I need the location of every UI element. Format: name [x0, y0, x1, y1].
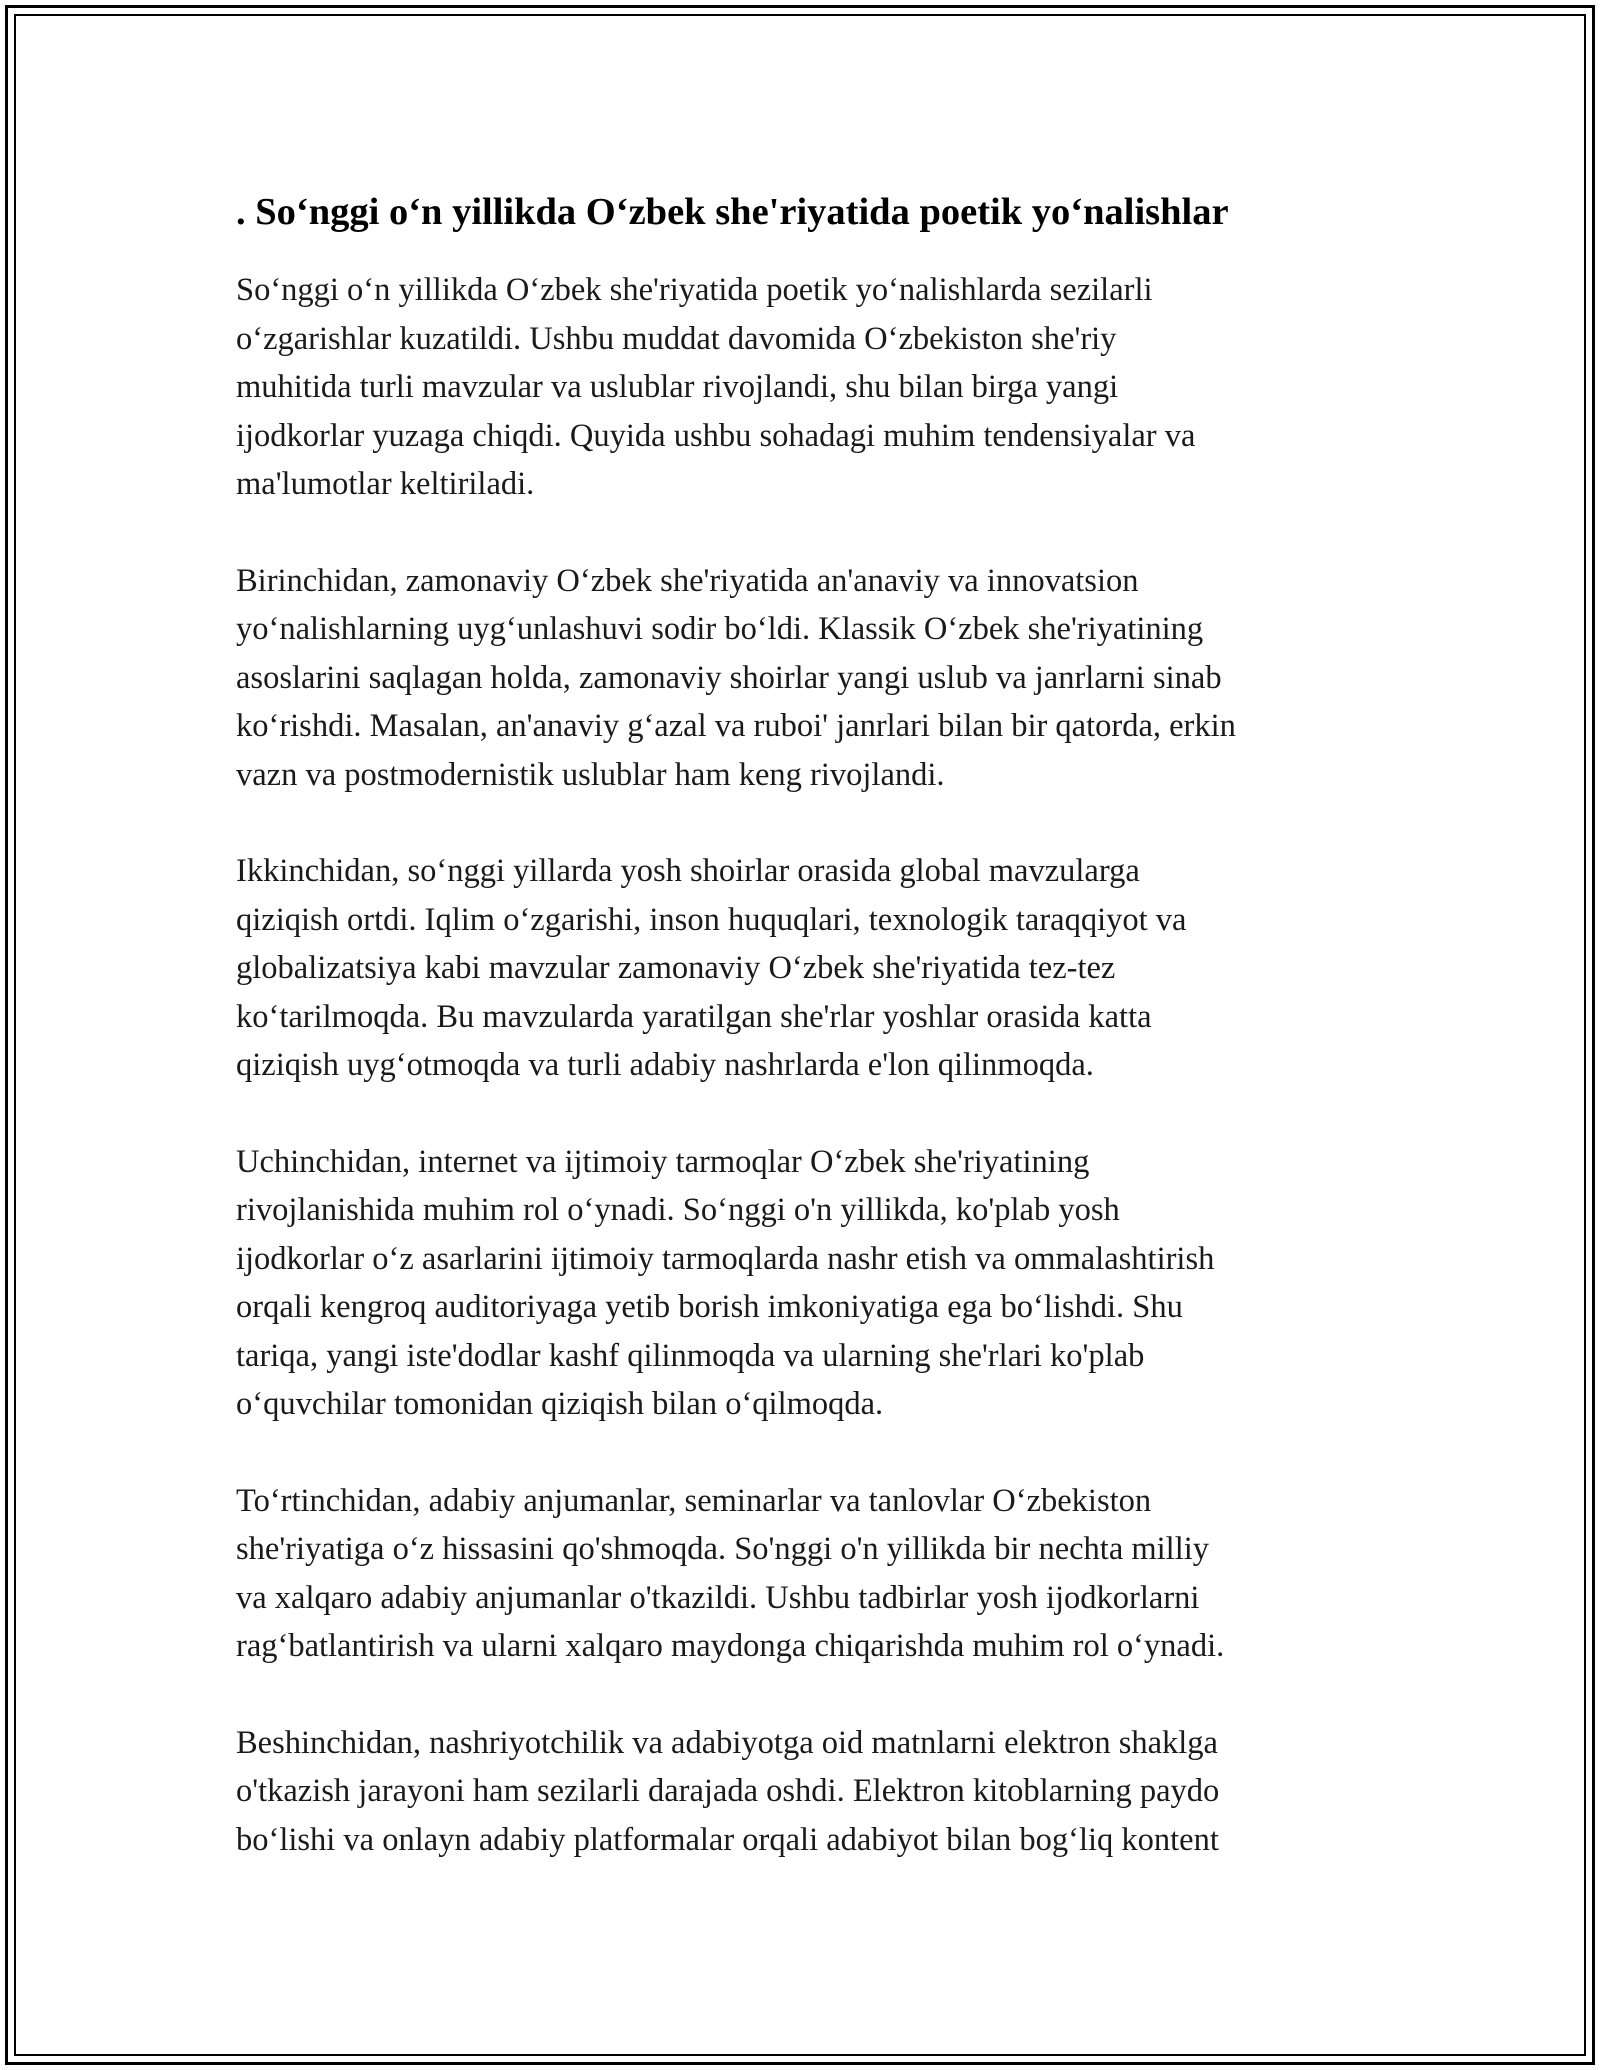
- paragraph-line: Beshinchidan, nashriyotchilik va adabiyotga oid matnlarni elektron shaklga: [236, 1724, 1218, 1761]
- paragraph: [236, 847, 1386, 1090]
- paragraph-line: ko‘tarilmoqda. Bu mavzularda yaratilgan she'rlar yoshlar orasida katta: [236, 998, 1152, 1035]
- paragraph-line: globalizatsiya kabi mavzular zamonaviy O‘zbek she'riyatida tez-tez: [236, 950, 1116, 986]
- paragraph-line: rag‘batlantirish va ularni xalqaro maydonga chiqarishda muhim rol o‘ynadi.: [236, 1628, 1225, 1664]
- paragraph-line: vazn va postmodernistik uslublar ham keng rivojlandi.: [236, 756, 945, 793]
- paragraph-line: ijodkorlar o‘z asarlarini ijtimoiy tarmoqlarda nashr etish va ommalashtirish: [236, 1240, 1215, 1277]
- paragraph-line: tariqa, yangi iste'dodlar kashf qilinmoqda va ularning she'rlari ko'plab: [236, 1337, 1145, 1374]
- paragraph: [236, 1477, 1386, 1671]
- paragraph-line: Birinchidan, zamonaviy O‘zbek she'riyatida an'anaviy va innovatsion: [236, 562, 1139, 599]
- paragraph-line: ijodkorlar yuzaga chiqdi. Quyida ushbu sohadagi muhim tendensiyalar va: [236, 417, 1196, 454]
- paragraph-line: ma'lumotlar keltiriladi.: [236, 466, 535, 502]
- paragraph-line: o'tkazish jarayoni ham sezilarli darajada oshdi. Elektron kitoblarning paydo: [236, 1773, 1220, 1809]
- paragraph-line: orqali kengroq auditoriyaga yetib borish imkoniyatiga ega bo‘lishdi. Shu: [236, 1289, 1183, 1325]
- paragraph: [236, 266, 1386, 509]
- paragraph-line: asoslarini saqlagan holda, zamonaviy shoirlar yangi uslub va janrlarni sinab: [236, 659, 1222, 696]
- document-body: [236, 188, 1386, 1912]
- paragraph-line: qiziqish ortdi. Iqlim o‘zgarishi, inson huquqlari, texnologik taraqqiyot va: [236, 901, 1187, 938]
- paragraph: [236, 557, 1386, 800]
- paragraph-line: To‘rtinchidan, adabiy anjumanlar, seminarlar va tanlovlar O‘zbekiston: [236, 1482, 1152, 1519]
- paragraph-list: [236, 266, 1386, 1864]
- paragraph-line: o‘quvchilar tomonidan qiziqish bilan o‘qilmoqda.: [236, 1386, 884, 1422]
- paragraph-line: bo‘lishi va onlayn adabiy platformalar orqali adabiyot bilan bog‘liq kontent: [236, 1821, 1219, 1858]
- paragraph-line: So‘nggi o‘n yillikda O‘zbek she'riyatida poetik yo‘nalishlarda sezilarli: [236, 272, 1153, 308]
- paragraph: [236, 1719, 1386, 1865]
- paragraph-line: va xalqaro adabiy anjumanlar o'tkazildi. Ushbu tadbirlar yosh ijodkorlarni: [236, 1579, 1200, 1616]
- paragraph-line: she'riyatiga o‘z hissasini qo'shmoqda. So'nggi o'n yillikda bir nechta milliy: [236, 1531, 1210, 1567]
- paragraph-line: rivojlanishida muhim rol o‘ynadi. So‘nggi o'n yillikda, ko'plab yosh: [236, 1192, 1120, 1228]
- paragraph-line: Uchinchidan, internet va ijtimoiy tarmoqlar O‘zbek she'riyatining: [236, 1143, 1090, 1180]
- paragraph-line: ko‘rishdi. Masalan, an'anaviy g‘azal va ruboi' janrlari bilan bir qatorda, erkin: [236, 708, 1236, 744]
- paragraph: [236, 1138, 1386, 1429]
- paragraph-line: Ikkinchidan, so‘nggi yillarda yosh shoirlar orasida global mavzularga: [236, 853, 1140, 889]
- paragraph-line: qiziqish uyg‘otmoqda va turli adabiy nashrlarda e'lon qilinmoqda.: [236, 1047, 1094, 1083]
- document-title: . So‘nggi o‘n yillikda O‘zbek she'riyatida poetik yo‘nalishlar: [236, 191, 1229, 233]
- paragraph-line: o‘zgarishlar kuzatildi. Ushbu muddat davomida O‘zbekiston she'riy: [236, 320, 1117, 357]
- paragraph-line: yo‘nalishlarning uyg‘unlashuvi sodir bo‘ldi. Klassik O‘zbek she'riyatining: [236, 611, 1204, 647]
- paragraph-line: muhitida turli mavzular va uslublar rivojlandi, shu bilan birga yangi: [236, 369, 1119, 405]
